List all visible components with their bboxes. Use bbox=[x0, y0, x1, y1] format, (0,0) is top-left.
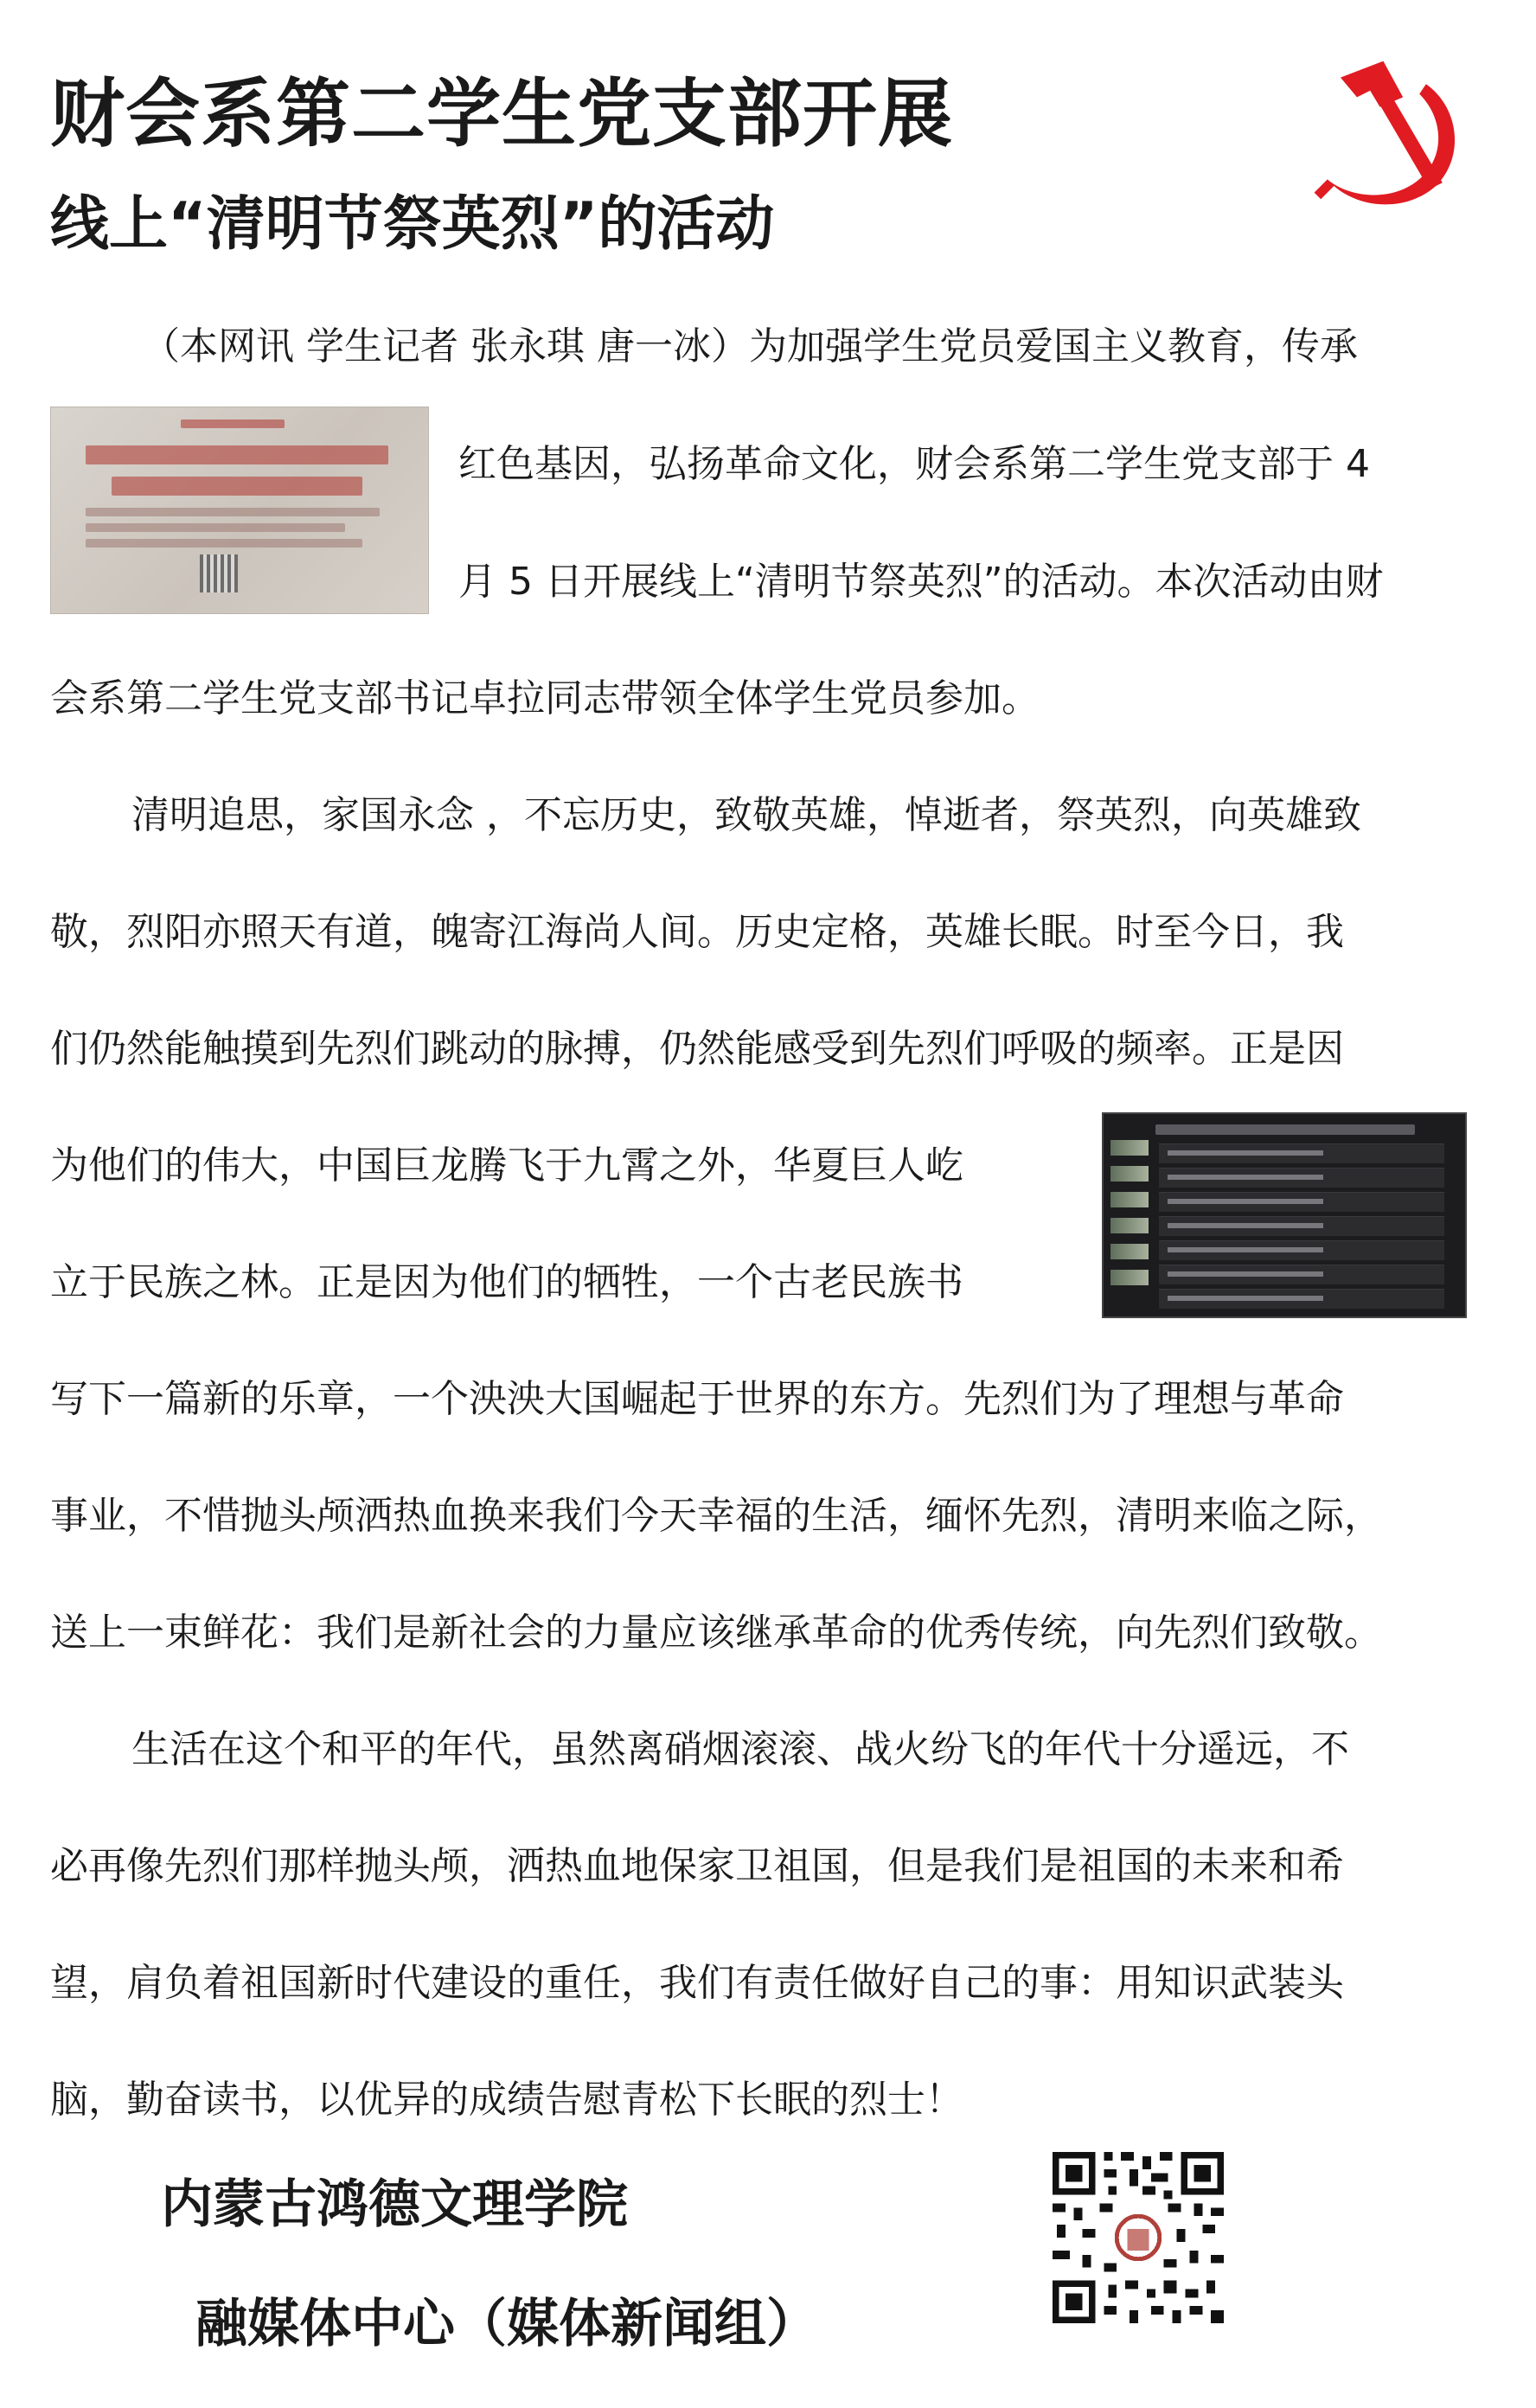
paragraph-3-line-2: 必再像先烈们那样抛头颅，洒热血地保家卫祖国，但是我们是祖国的未来和希 bbox=[50, 1844, 1344, 1888]
paragraph-2-line-1: 清明追思，家国永念 ，不忘历史，致敬英雄，悼逝者，祭英烈，向英雄致 bbox=[131, 793, 1361, 837]
paragraph-2-line-2: 敬，烈阳亦照天有道，魄寄江海尚人间。历史定格，英雄长眠。时至今日，我 bbox=[50, 910, 1344, 954]
paragraph-2-line-6: 写下一篇新的乐章，一个泱泱大国崛起于世界的东方。先烈们为了理想与革命 bbox=[50, 1377, 1344, 1421]
paragraph-1-line-1: （本网讯 学生记者 张永琪 唐一冰）为加强学生党员爱国主义教育，传承 bbox=[142, 324, 1358, 368]
paragraph-1-line-2: 红色基因，弘扬革命文化，财会系第二学生党支部于 4 bbox=[458, 442, 1370, 486]
online-activity-screenshot bbox=[1102, 1112, 1467, 1318]
paragraph-3-line-3: 望，肩负着祖国新时代建设的重任，我们有责任做好自己的事：用知识武装头 bbox=[50, 1961, 1344, 2005]
page-subtitle: 线上“清明节祭英烈”的活动 bbox=[50, 190, 775, 259]
paragraph-2-line-4: 为他们的伟大，中国巨龙腾飞于九霄之外，华夏巨人屹 bbox=[50, 1143, 963, 1188]
paragraph-2-line-5: 立于民族之林。正是因为他们的牺牲，一个古老民族书 bbox=[50, 1260, 963, 1304]
paragraph-2-line-7: 事业，不惜抛头颅洒热血换来我们今天幸福的生活，缅怀先烈，清明来临之际， bbox=[50, 1494, 1382, 1538]
activity-poster-image bbox=[50, 407, 429, 614]
paragraph-3-line-1: 生活在这个和平的年代，虽然离硝烟滚滚、战火纷飞的年代十分遥远，不 bbox=[131, 1727, 1349, 1771]
hammer-sickle-icon bbox=[1308, 50, 1472, 223]
footer-media-center: 融媒体中心（媒体新闻组） bbox=[195, 2294, 818, 2354]
paragraph-1-line-4: 会系第二学生党支部书记卓拉同志带领全体学生党员参加。 bbox=[50, 676, 1040, 720]
footer-college-name: 内蒙古鸿德文理学院 bbox=[161, 2174, 628, 2235]
page-title: 财会系第二学生党支部开展 bbox=[50, 71, 953, 157]
paragraph-3-line-4: 脑，勤奋读书，以优异的成绩告慰青松下长眠的烈士！ bbox=[50, 2078, 963, 2122]
paragraph-1-line-3: 月 5 日开展线上“清明节祭英烈”的活动。本次活动由财 bbox=[458, 560, 1384, 604]
qr-code-icon bbox=[1048, 2145, 1228, 2330]
paragraph-2-line-3: 们仍然能触摸到先烈们跳动的脉搏，仍然能感受到先烈们呼吸的频率。正是因 bbox=[50, 1027, 1344, 1071]
paragraph-2-line-8: 送上一束鲜花：我们是新社会的力量应该继承革命的优秀传统，向先烈们致敬。 bbox=[50, 1611, 1382, 1655]
